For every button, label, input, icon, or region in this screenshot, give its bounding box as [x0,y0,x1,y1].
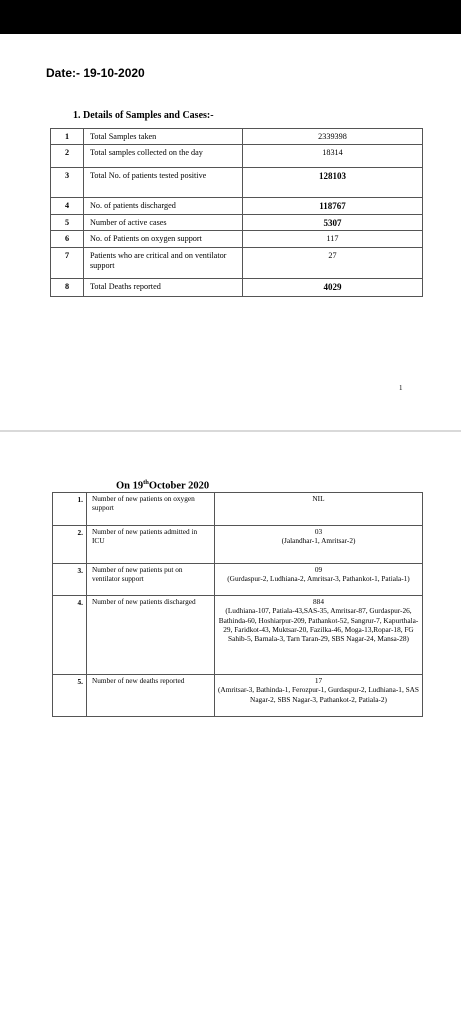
row-label: Number of new patients on oxygen support [87,493,215,526]
row-value: 27 [243,248,423,279]
row-value [215,564,423,596]
row-value: 5307 [243,215,423,231]
row-count: 03 [314,527,323,536]
row-value: 128103 [243,168,423,198]
row-number: 1 [51,129,84,145]
table-row [51,279,423,297]
table-row [51,129,423,145]
table-row [53,675,423,717]
row-value: 117 [243,231,423,248]
row-value [215,675,423,717]
row-details: (Jalandhar-1, Amritsar-2) [281,536,356,546]
row-value [215,493,423,526]
page-divider [0,430,461,432]
table-row [51,248,423,279]
row-number: 8 [51,279,84,297]
table-row [53,526,423,564]
section-title-samples: 1. Details of Samples and Cases:- [73,110,214,121]
row-number: 3. [53,564,87,596]
row-number: 3 [51,168,84,198]
row-details: (Gurdaspur-2, Ludhiana-2, Amritsar-3, Pathankot-1, Patiala-1) [227,574,410,584]
row-count: 17 [314,676,323,685]
row-number: 2 [51,145,84,168]
row-number: 1. [53,493,87,526]
row-number: 2. [53,526,87,564]
row-value [215,596,423,675]
row-label: No. of Patients on oxygen support [84,231,243,248]
row-label: Number of new patients admitted in ICU [87,526,215,564]
table-row [53,564,423,596]
row-value: 2339398 [243,129,423,145]
top-status-bar [0,0,461,34]
row-label: Patients who are critical and on ventilator support [84,248,243,279]
row-number: 5 [51,215,84,231]
row-details: (Ludhiana-107, Patiala-43,SAS-35, Amritsar-87, Gurdaspur-26, Bathinda-60, Hoshiarpur-209, Pathankot-52, Sangrur-7, Kapurthala-29, Faridkot-43, Muktsar-20, Fazilka-46, Moga-13,Ropar-18, FG Sahib-5, Barnala-3, Tarn Taran-29, SBS Nagar-24, Mansa-28) [218,606,419,644]
row-count: NIL [312,494,325,503]
row-value: 4029 [243,279,423,297]
table-row [51,168,423,198]
table-row [51,215,423,231]
row-details: (Amritsar-3, Bathinda-1, Ferozpur-1, Gurdaspur-2, Ludhiana-1, SAS Nagar-2, SBS Nagar-3, Pathankot-2, Patiala-2) [218,685,419,704]
row-label: Total Deaths reported [84,279,243,297]
section-title-daily: On 19thOctober 2020 [116,479,210,492]
row-number: 7 [51,248,84,279]
row-label: No. of patients discharged [84,198,243,215]
row-label: Total No. of patients tested positive [84,168,243,198]
row-label: Number of new patients discharged [87,596,215,675]
daily-update-table [52,492,423,717]
row-value: 18314 [243,145,423,168]
row-value [215,526,423,564]
samples-cases-table [50,128,423,297]
report-date: Date:- 19-10-2020 [46,66,145,80]
page-number: 1 [399,384,403,392]
table-row [53,493,423,526]
row-number: 4. [53,596,87,675]
row-number: 6 [51,231,84,248]
row-count: 884 [313,597,324,606]
row-label: Total samples collected on the day [84,145,243,168]
row-value: 118767 [243,198,423,215]
row-count: 09 [314,565,323,574]
row-label: Number of new deaths reported [87,675,215,717]
row-number: 5. [53,675,87,717]
row-label: Total Samples taken [84,129,243,145]
table-row [51,231,423,248]
row-number: 4 [51,198,84,215]
row-label: Number of new patients put on ventilator support [87,564,215,596]
row-label: Number of active cases [84,215,243,231]
table-row [53,596,423,675]
table-row [51,198,423,215]
table-row [51,145,423,168]
